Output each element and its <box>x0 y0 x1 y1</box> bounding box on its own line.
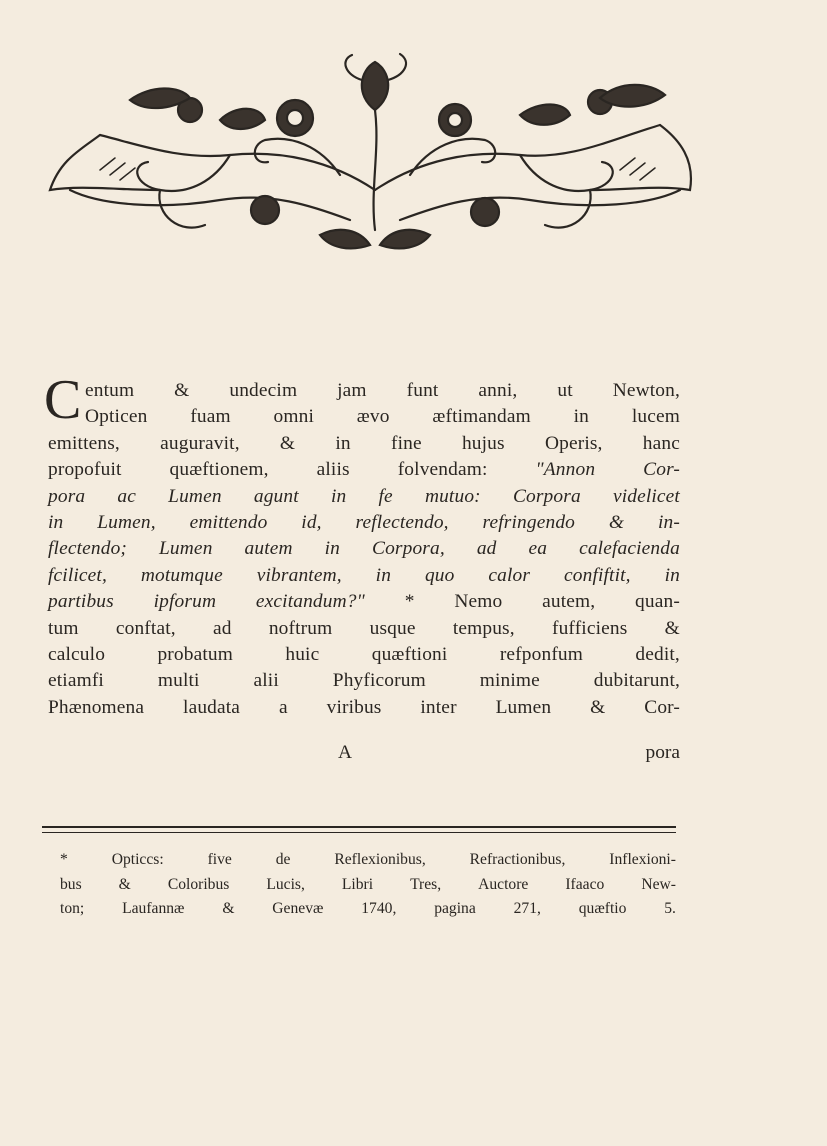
word: pora <box>48 485 86 507</box>
word: & <box>590 696 606 718</box>
word: huic <box>285 643 320 665</box>
word: Reflexionibus, <box>334 851 426 868</box>
word: calefacienda <box>579 538 680 560</box>
word: Laufannæ <box>122 900 185 917</box>
word: Cor- <box>643 459 680 481</box>
word: hujus <box>461 432 505 454</box>
text-line <box>48 616 680 642</box>
word: autem, <box>542 591 596 613</box>
word: id, <box>301 511 322 533</box>
word: "Annon <box>535 459 596 481</box>
word: quan- <box>635 591 680 613</box>
catchword: pora <box>645 742 680 763</box>
word: & <box>608 511 625 533</box>
word: in <box>573 406 590 428</box>
word: Opticcs: <box>111 851 164 868</box>
word: æftimandam <box>432 406 531 428</box>
word: Coloribus <box>167 875 230 893</box>
word: Newton, <box>612 380 680 401</box>
word: ea <box>528 538 548 560</box>
word: Phænomena <box>48 696 145 718</box>
word: Lumen <box>159 538 213 560</box>
word: a <box>278 696 288 718</box>
word: 5. <box>664 900 676 917</box>
word: partibus <box>48 591 114 613</box>
word: de <box>275 851 291 868</box>
word: fufficiens <box>551 617 628 639</box>
word: & <box>118 875 131 893</box>
word: in <box>664 564 680 586</box>
word: Genevæ <box>272 900 324 917</box>
word: ac <box>117 485 136 507</box>
floral-headpiece-ornament-icon <box>40 40 700 255</box>
word: inter <box>420 696 457 718</box>
word: omni <box>273 406 314 428</box>
word: ævo <box>356 406 390 428</box>
text-line <box>60 873 676 898</box>
word: quæftioni <box>371 643 448 665</box>
word: Phyficorum <box>332 670 426 692</box>
word: videlicet <box>612 485 680 507</box>
word: in <box>330 485 347 507</box>
page-foot-line <box>48 742 680 768</box>
drop-capital: C <box>44 369 82 431</box>
word: propofuit <box>48 459 122 481</box>
word: multi <box>157 670 200 692</box>
word: Nemo <box>454 591 503 613</box>
word: mutuo: <box>424 485 481 507</box>
word: Cor- <box>644 696 680 718</box>
word: jam <box>337 380 367 401</box>
word: in <box>324 538 341 560</box>
word: flectendo; <box>48 538 128 560</box>
word: Lumen <box>168 485 222 507</box>
word: dubitarunt, <box>593 670 680 692</box>
text-line <box>60 848 676 873</box>
word: anni, <box>478 380 518 401</box>
word: noftrum <box>268 617 333 639</box>
main-text-block <box>44 369 680 721</box>
word: ipforum <box>153 591 217 613</box>
word: motumque <box>140 564 223 586</box>
word: 1740, <box>361 900 397 917</box>
word: Operis, <box>544 432 603 454</box>
text-line <box>48 510 680 536</box>
word: Tres, <box>410 875 442 893</box>
word: ton; <box>60 900 85 917</box>
word: tum <box>48 617 79 639</box>
word: tempus, <box>452 617 515 639</box>
word: Opticen <box>85 406 148 428</box>
word: five <box>207 851 232 868</box>
word: Lumen <box>495 696 552 718</box>
word: calculo <box>48 643 106 665</box>
word: ad <box>212 617 232 639</box>
word: 271, <box>513 900 541 917</box>
text-line <box>48 484 680 510</box>
word: pagina <box>434 900 476 917</box>
word: undecim <box>229 380 298 401</box>
word: refponfum <box>499 643 584 665</box>
word: & <box>174 380 190 401</box>
word: in <box>375 564 392 586</box>
word: fuam <box>190 406 231 428</box>
word: reflectendo, <box>355 511 449 533</box>
word: New- <box>641 875 676 893</box>
word: viribus <box>326 696 382 718</box>
headpiece-ornament <box>40 40 700 255</box>
word: confiftit, <box>564 564 631 586</box>
word: Libri <box>341 875 374 893</box>
text-line <box>60 897 676 922</box>
word: refringendo <box>482 511 576 533</box>
word: Lumen, <box>97 511 156 533</box>
word: bus <box>60 875 82 893</box>
footnote-rule <box>42 826 676 833</box>
word: in <box>48 511 64 533</box>
word: in <box>335 432 351 454</box>
word: quæftionem, <box>169 459 269 481</box>
word: & <box>222 900 235 917</box>
word: fine <box>390 432 422 454</box>
word: & <box>664 617 680 639</box>
word: calor <box>488 564 531 586</box>
word: Inflexioni- <box>609 851 676 868</box>
word: & <box>279 432 296 454</box>
word: Lucis, <box>266 875 305 893</box>
text-line <box>48 404 680 430</box>
word: probatum <box>157 643 233 665</box>
word: lucem <box>631 406 680 428</box>
footnote-block <box>60 848 676 922</box>
word: Refractionibus, <box>469 851 566 868</box>
word: fcilicet, <box>48 564 107 586</box>
word: Corpora, <box>371 538 445 560</box>
word: entum <box>85 380 135 401</box>
word: conftat, <box>115 617 176 639</box>
word: vibrantem, <box>256 564 342 586</box>
text-line <box>48 536 680 562</box>
word: minime <box>479 670 540 692</box>
word: Corpora <box>512 485 581 507</box>
word: laudata <box>183 696 241 718</box>
text-line <box>48 668 680 694</box>
text-line <box>48 589 680 615</box>
word: folvendam: <box>397 459 488 481</box>
word: Ifaaco <box>565 875 605 893</box>
word: quæftio <box>578 900 627 917</box>
text-line <box>48 563 680 589</box>
word: * <box>404 591 415 613</box>
word: aliis <box>316 459 350 481</box>
word: emittendo <box>189 511 268 533</box>
word: Auctore <box>478 875 529 893</box>
word: excitandum?" <box>255 591 365 613</box>
word: agunt <box>253 485 299 507</box>
word: * <box>60 851 68 868</box>
word: usque <box>369 617 416 639</box>
signature-mark: A <box>338 742 353 763</box>
word: ut <box>557 380 573 401</box>
word: dedit, <box>635 643 680 665</box>
text-line <box>48 378 680 404</box>
word: ad <box>476 538 497 560</box>
word: quo <box>424 564 455 586</box>
word: hanc <box>642 432 680 454</box>
text-line <box>48 457 680 483</box>
word: emittens, <box>48 432 120 454</box>
text-line <box>48 431 680 457</box>
word: funt <box>406 380 439 401</box>
word: in- <box>657 511 680 533</box>
word: fe <box>378 485 393 507</box>
word: autem <box>244 538 293 560</box>
text-line <box>48 695 680 721</box>
text-line <box>48 642 680 668</box>
word: etiamfi <box>48 670 104 692</box>
word: auguravit, <box>160 432 240 454</box>
word: alii <box>253 670 279 692</box>
